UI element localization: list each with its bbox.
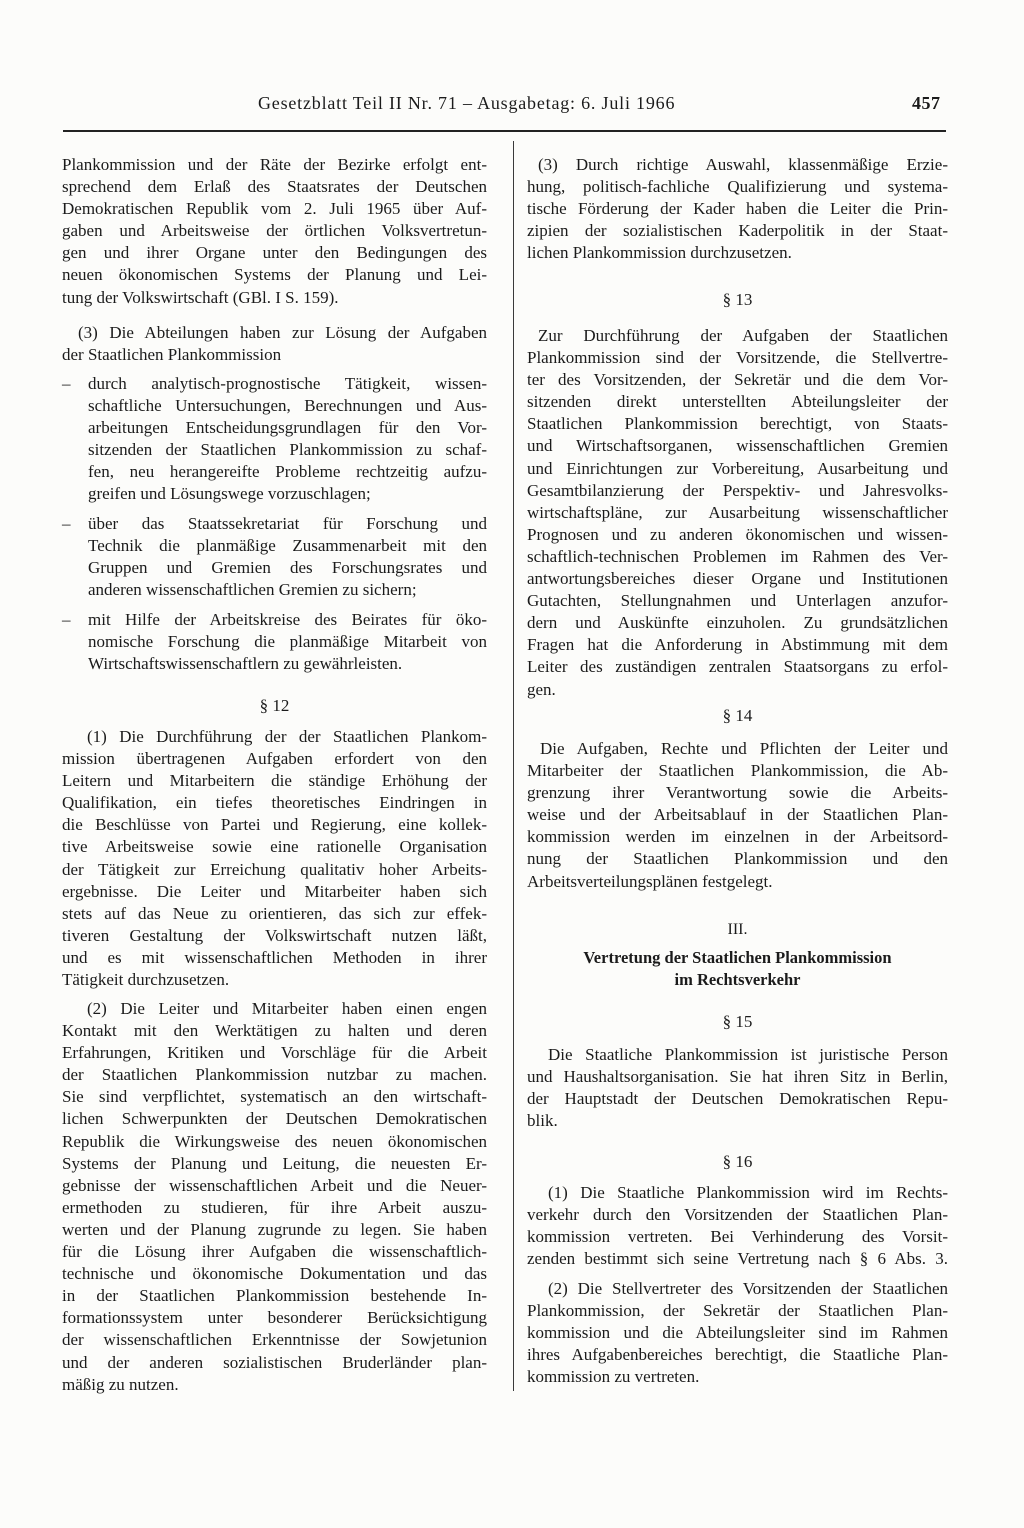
paragraph-s15 xyxy=(527,1044,948,1132)
text-line: die Beschlüsse von Partei und Regierung, eine kollek- xyxy=(62,815,487,835)
text-line: werten und der Planung zugrunde zu legen. Sie haben xyxy=(62,1219,487,1239)
text-line: kommission werden im einzelnen in der Arbeitsord- xyxy=(527,827,948,847)
text-line: fen, neu herangereifte Probleme rechtzeitig aufzu- xyxy=(88,462,487,482)
text-line: Zur Durchführung der Aufgaben der Staatlichen xyxy=(538,326,948,345)
text-line: Gruppen und Gremien des Forschungsrates und xyxy=(88,558,487,578)
paragraph-continuation xyxy=(62,154,487,309)
text-line: arbeitungen Entscheidungsgrundlagen für den Vor- xyxy=(88,418,487,438)
text-line: durch analytisch-prognostische Tätigkeit, wissen- xyxy=(88,374,487,393)
text-line: anderen wissenschaftlichen Gremien zu sichern; xyxy=(88,580,417,600)
text-line: schaftlich-technischen Problemen im Rahmen des Ver- xyxy=(527,546,948,566)
paragraph-s16-1 xyxy=(527,1182,948,1270)
text-line: technische und ökonomische Dokumentation und das xyxy=(62,1264,487,1284)
text-line: über das Staatssekretariat für Forschung und xyxy=(88,514,487,533)
text-line: der Staatlichen Plankommission nutzbar zu machen. xyxy=(62,1065,487,1085)
text-line: und Haushaltsorganisation. Sie hat ihren Sitz in Berlin, xyxy=(527,1067,948,1087)
list-dash: – xyxy=(62,610,71,629)
list-dash: – xyxy=(62,514,71,533)
paragraph-s13 xyxy=(527,325,948,701)
text-line: verkehr durch den Vorsitzenden der Staatlichen Plan- xyxy=(527,1205,948,1225)
text-line: zipien der sozialistischen Kaderpolitik in der Staat- xyxy=(527,221,948,241)
text-line: Prognosen und zu anderen ökonomischen und wissen- xyxy=(527,524,948,544)
text-line: sitzenden der Staatlichen Plankommission zu schaf- xyxy=(88,440,487,460)
text-line: Vertretung der Staatlichen Plankommission xyxy=(583,948,892,967)
list-item xyxy=(62,609,487,675)
text-line: tische Förderung der Kader haben die Leiter die Prin- xyxy=(527,199,948,219)
text-line: Arbeitsverteilungsplänen festgelegt. xyxy=(527,871,773,891)
text-line: Kontakt mit den Werktätigen zu halten und deren xyxy=(62,1021,487,1041)
text-line: Technik die planmäßige Zusammenarbeit mit den xyxy=(88,536,487,556)
text-line: tive Arbeitsweise sowie eine rationelle Organisation xyxy=(62,837,487,857)
text-line: (1) Die Durchführung der der Staatlichen Plankom- xyxy=(87,727,487,746)
text-line: kommission zu vertreten. xyxy=(527,1367,700,1387)
text-line: und Einrichtungen zur Vorbereitung, Ausarbeitung und xyxy=(527,458,948,478)
text-line: kommission vertreten. Bei Verhinderung des Vorsit- xyxy=(527,1227,948,1247)
text-line: Gesamtbilanzierung der Perspektiv- und Jahresvolks- xyxy=(527,480,948,500)
column-divider xyxy=(513,141,514,1391)
text-line: Plankommission, der Sekretär der Staatlichen Plan- xyxy=(527,1301,948,1321)
text-line: lichen Plankommission durchzusetzen. xyxy=(527,243,792,263)
text-line: gen und ihrer Organe unter den Bedingungen des xyxy=(62,243,487,263)
text-line: mäßig zu nutzen. xyxy=(62,1374,179,1394)
text-line: neuen ökonomischen Systems der Planung und Lei- xyxy=(62,265,487,285)
text-line: (2) Die Leiter und Mitarbeiter haben einen engen xyxy=(87,999,487,1018)
page-number: 457 xyxy=(912,93,941,113)
text-line: tiveren Gestaltung der Volkswirtschaft nutzen läßt, xyxy=(62,925,487,945)
text-line: nomische Forschung die planmäßige Mitarbeit von xyxy=(88,632,487,652)
text-line: Erfahrungen, Kritiken und Vorschläge für die Arbeit xyxy=(62,1043,487,1063)
text-line: (2) Die Stellvertreter des Vorsitzenden der Staatlichen xyxy=(548,1279,948,1298)
text-line: lichen Schwerpunkten der Deutschen Demokratischen xyxy=(62,1109,487,1129)
text-line: zenden bestimmt sich seine Vertretung nach § 6 Abs. 3. xyxy=(527,1249,948,1269)
text-line: ergebnisse. Die Leiter und Mitarbeiter haben sich xyxy=(62,881,487,901)
text-line: nung der Staatlichen Plankommission und den xyxy=(527,849,948,869)
text-line: (3) Durch richtige Auswahl, klassenmäßige Erzie- xyxy=(538,155,948,174)
text-line: der wissenschaftlichen Erkenntnisse der Sowjetunion xyxy=(62,1330,487,1350)
section-heading: § 16 xyxy=(722,1152,753,1171)
text-line: Fragen hat die Anforderung in Abstimmung mit dem xyxy=(527,635,948,655)
list-item xyxy=(62,373,487,506)
paragraph-s14 xyxy=(527,738,948,893)
text-line: in der Staatlichen Plankommission bestehende In- xyxy=(62,1286,487,1306)
text-line: formationssystem unter besonderer Berücksichtigung xyxy=(62,1308,487,1328)
text-line: und der anderen sozialistischen Bruderländer plan- xyxy=(62,1352,487,1372)
text-line: Gutachten, Stellungnahmen und Unterlagen anzufor- xyxy=(527,591,948,611)
text-line: Leitern und Mitarbeitern die ständige Erhöhung der xyxy=(62,771,487,791)
text-line: Republik die Wirkungsweise des neuen ökonomischen xyxy=(62,1131,487,1151)
text-line: grenzung ihrer Verantwortung sowie die Arbeits- xyxy=(527,783,948,803)
paragraph-3 xyxy=(527,154,948,264)
text-line: und es mit wissenschaftlichen Methoden in ihrer xyxy=(62,947,487,967)
text-line: sprechend dem Erlaß des Staatsrates der Deutschen xyxy=(62,177,487,197)
section-heading: § 13 xyxy=(722,290,753,309)
paragraph-s16-2 xyxy=(527,1278,948,1388)
text-line: ihres Aufgabenbereiches berechtigt, die Staatliche Plan- xyxy=(527,1345,948,1365)
text-line: im Rechtsverkehr xyxy=(674,970,801,990)
left-column xyxy=(62,0,487,1400)
text-line: blik. xyxy=(527,1111,558,1131)
list-item xyxy=(62,513,487,601)
text-line: wirtschaftspläne, zur Ausarbeitung wissenschaftlicher xyxy=(527,502,948,522)
text-line: Plankommission und der Räte der Bezirke erfolgt ent- xyxy=(62,155,487,174)
text-line: kommission und die Abteilungsleiter sind im Rahmen xyxy=(527,1323,948,1343)
text-line: (3) Die Abteilungen haben zur Lösung der Aufgaben xyxy=(78,323,487,342)
text-line: weise und der Arbeitsablauf in der Staatlichen Plan- xyxy=(527,805,948,825)
text-line: der Tätigkeit zur Erreichung qualitativ hoher Arbeits- xyxy=(62,859,487,879)
text-line: Die Staatliche Plankommission ist juristische Person xyxy=(548,1045,948,1064)
text-line: der Hauptstadt der Deutschen Demokratischen Repu- xyxy=(527,1089,948,1109)
text-line: gebnisse der wissenschaftlichen Arbeit und die Neuer- xyxy=(62,1175,487,1195)
paragraph-s12-1 xyxy=(62,726,487,991)
text-line: gen. xyxy=(527,679,556,699)
text-line: Staatlichen Plankommission berechtigt, von Staats- xyxy=(527,414,948,434)
text-line: und Wirtschaftsorganen, wissenschaftlichen Gremien xyxy=(527,436,948,456)
text-line: Die Aufgaben, Rechte und Pflichten der Leiter und xyxy=(540,739,948,758)
section-heading: § 15 xyxy=(722,1012,753,1031)
running-header-title: Gesetzblatt Teil II Nr. 71 – Ausgabetag: 6. Juli 1966 xyxy=(258,93,676,113)
text-line: Tätigkeit durchzusetzen. xyxy=(62,970,230,990)
text-line: greifen und Lösungswege vorzuschlagen; xyxy=(88,484,371,504)
text-line: ermethoden zu studieren, für ihre Arbeit auszu- xyxy=(62,1197,487,1217)
part-title xyxy=(527,947,948,991)
text-line: Leiter des zuständigen zentralen Staatsorgans zu erfol- xyxy=(527,657,948,677)
text-line: (1) Die Staatliche Plankommission wird im Rechts- xyxy=(548,1183,948,1202)
text-line: Systems der Planung und Leitung, die neuesten Er- xyxy=(62,1153,487,1173)
text-line: Wirtschaftswissenschaftlern zu gewährleisten. xyxy=(88,654,403,674)
text-line: gaben und Arbeitsweise der örtlichen Volksvertretun- xyxy=(62,221,487,241)
text-line: Qualifikation, ein tiefes theoretisches Eindringen in xyxy=(62,793,487,813)
text-line: mit Hilfe der Arbeitskreise des Beirates für öko- xyxy=(88,610,487,629)
paragraph-3 xyxy=(62,322,487,366)
right-column xyxy=(527,0,948,1400)
text-line: dern und Auskünfte einzuholen. Zu grundsätzlichen xyxy=(527,613,948,633)
text-line: Plankommission sind der Vorsitzende, die Stellvertre- xyxy=(527,348,948,368)
section-heading: § 14 xyxy=(722,706,753,725)
text-line: für die Lösung ihrer Aufgaben die wissenschaftlich- xyxy=(62,1242,487,1262)
text-line: antwortungsbereiches dieser Organe und Institutionen xyxy=(527,569,948,589)
text-line: stets auf das Neue zu orientieren, das sich zur effek- xyxy=(62,903,487,923)
text-line: schaftliche Untersuchungen, Berechnungen und Aus- xyxy=(88,396,487,416)
text-line: Demokratischen Republik vom 2. Juli 1965 über Auf- xyxy=(62,199,487,219)
paragraph-s12-2 xyxy=(62,998,487,1396)
text-line: tung der Volkswirtschaft (GBl. I S. 159). xyxy=(62,287,339,307)
text-line: hung, politisch-fachliche Qualifizierung und systema- xyxy=(527,177,948,197)
text-line: sitzenden direkt unterstellten Abteilungsleiter der xyxy=(527,392,948,412)
part-numeral: III. xyxy=(727,921,748,938)
text-line: ter des Vorsitzenden, der Sekretär und die dem Vor- xyxy=(527,370,948,390)
list-dash: – xyxy=(62,374,71,393)
text-line: Sie sind verpflichtet, systematisch an den wirtschaft- xyxy=(62,1087,487,1107)
text-line: der Staatlichen Plankommission xyxy=(62,345,282,365)
text-line: Mitarbeiter der Staatlichen Plankommission, die Ab- xyxy=(527,761,948,781)
section-heading: § 12 xyxy=(259,696,290,715)
text-line: mission übertragenen Aufgaben erfordert von den xyxy=(62,749,487,769)
